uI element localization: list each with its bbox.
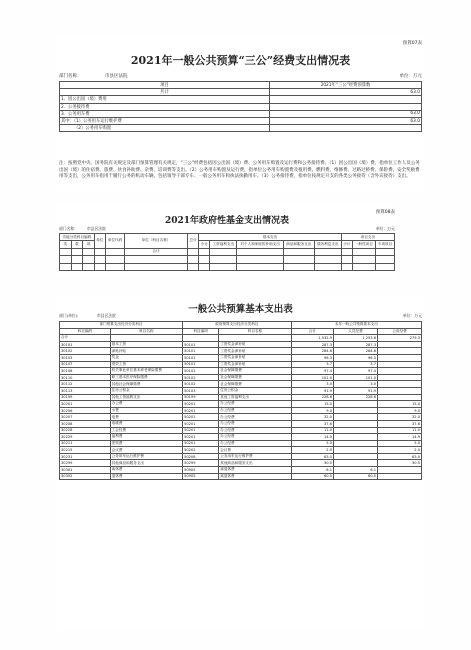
row-dept-name: 其他工资福利支出 (110, 394, 182, 401)
subheader-subsidy: 对个人和家庭的补助支出 (237, 241, 284, 248)
row-dept-name: 水费 (110, 407, 182, 414)
table-title: 2021年政府性基金支出情况表 (164, 216, 290, 226)
row-personnel (333, 460, 377, 467)
row-dept-name: 其他商品和服务支出 (110, 460, 182, 467)
row-total: 97.4 (291, 368, 333, 375)
row-dept-code: 30201 (60, 401, 111, 408)
row-total: 91.9 (291, 387, 333, 394)
row-label: 共计 (60, 89, 270, 96)
table-row (60, 89, 422, 96)
subheader-class: 类 (60, 241, 72, 248)
table-row (60, 460, 422, 467)
row-gov-code: 50102 (183, 368, 219, 375)
row-gov-code: 50103 (183, 387, 219, 394)
table-row (60, 361, 422, 368)
row-gov-code: 50101 (183, 341, 219, 348)
row-gov-code: 50201 (183, 434, 219, 441)
row-label: 3．公务用车费 (60, 110, 270, 117)
row-gov-code: 50201 (183, 420, 219, 427)
subheader-special: 专项项目 (375, 241, 394, 248)
row-dept-name: 取暖费 (110, 420, 182, 427)
row-personnel (333, 414, 377, 421)
table-row (60, 401, 422, 408)
row-gov-name: 工资奖金津补贴 (219, 348, 291, 355)
row-personnel: 287.3 (333, 341, 377, 348)
table-row (60, 473, 422, 480)
row-dept-code: 30228 (60, 427, 111, 434)
row-personnel: 91.9 (333, 387, 377, 394)
row-dept-name: 福利费 (110, 434, 182, 441)
table-row (60, 368, 422, 375)
row-value: 63.0 (269, 110, 421, 117)
row-gov-code: 50201 (183, 401, 219, 408)
row-total: 14.9 (291, 434, 333, 441)
table-number: 预算08表 (375, 210, 395, 215)
row-gov-name: 工资奖金津补贴 (219, 341, 291, 348)
row-gov-name: 办公经费 (219, 407, 291, 414)
row-dept-code: 30199 (60, 394, 111, 401)
subheader-code: 科目编码 (183, 328, 219, 335)
table-row (60, 420, 422, 427)
row-value (269, 103, 421, 110)
row-total: 32.0 (291, 414, 333, 421)
row-personnel: 3.0 (333, 381, 377, 388)
table-row (60, 427, 422, 434)
row-dept-name: 津贴补贴 (110, 348, 182, 355)
row-gov-code: 50201 (183, 407, 219, 414)
row-dept-name: 机关事业单位基本养老保险缴费 (110, 368, 182, 375)
row-dept-name: 绩效工资 (110, 361, 182, 368)
total-sum: 1,532.9 (291, 335, 333, 342)
table-row (60, 103, 422, 110)
row-public: 63.0 (377, 453, 421, 460)
row-gov-name: 工资奖金津补贴 (219, 354, 291, 361)
row-gov-code: 50102 (183, 381, 219, 388)
row-value: 63.0 (269, 117, 421, 124)
row-dept-name: 公务用车运行维护费 (110, 453, 182, 460)
row-dept-code: 30110 (60, 374, 111, 381)
row-dept-name: 离休费 (110, 467, 182, 474)
row-total: 228.6 (291, 394, 333, 401)
row-dept-code: 30215 (60, 447, 111, 454)
row-total: 9.0 (291, 407, 333, 414)
row-public (377, 341, 421, 348)
row-dept-name: 差旅费 (110, 440, 182, 447)
row-personnel: 97.4 (333, 368, 377, 375)
expense-table (59, 81, 422, 132)
row-total: 287.3 (291, 341, 333, 348)
table-row (60, 440, 422, 447)
row-total: 5.0 (291, 440, 333, 447)
table-row (60, 96, 422, 103)
header-gov-class: 政府预算支出经济分类科目 (183, 322, 292, 329)
row-dept-code: 30231 (60, 453, 111, 460)
row-personnel: 6.1 (333, 467, 377, 474)
government-fund-table (57, 205, 397, 277)
table-row (60, 256, 395, 263)
table-header-row (60, 234, 395, 241)
row-personnel (333, 440, 377, 447)
row-dept-name: 电费 (110, 414, 182, 421)
row-dept-name: 工会经费 (110, 427, 182, 434)
row-gov-code: 50905 (183, 467, 219, 474)
row-gov-name: 其他商品和服务支出 (219, 460, 291, 467)
subheader-interest: 债务利息支出 (314, 241, 341, 248)
table-row (60, 447, 422, 454)
row-gov-name: 办公经费 (219, 401, 291, 408)
table-row (60, 125, 422, 132)
subheader-code: 科目编码 (60, 328, 111, 335)
table-subheader-row (60, 328, 422, 335)
row-gov-code: 50199 (183, 394, 219, 401)
row-total: 60.5 (291, 473, 333, 480)
row-personnel: 284.6 (333, 348, 377, 355)
row-gov-name: 公务用车运行维护费 (219, 453, 291, 460)
table-number: 预算07表 (402, 41, 422, 46)
subheader-general: 一般性项目 (352, 241, 375, 248)
subheader-public: 公用经费 (377, 328, 421, 335)
row-gov-name: 会议费 (219, 447, 291, 454)
total-public: 279.3 (377, 335, 421, 342)
department-label: 部门名称： (59, 226, 78, 231)
row-personnel (333, 407, 377, 414)
row-personnel (333, 453, 377, 460)
row-gov-code: 50102 (183, 374, 219, 381)
row-dept-code: 30211 (60, 440, 111, 447)
table-row (60, 354, 422, 361)
table-row (60, 467, 422, 474)
row-dept-code: 30299 (60, 460, 111, 467)
currency-unit: 单位：万元 (403, 313, 422, 318)
department-label: 部门名称： (59, 74, 82, 79)
row-gov-name: 离退休费 (219, 473, 291, 480)
row-total: 284.6 (291, 348, 333, 355)
row-public: 14.9 (377, 434, 421, 441)
row-public: 2.0 (377, 447, 421, 454)
row-personnel: 60.5 (333, 473, 377, 480)
row-dept-code: 30113 (60, 387, 111, 394)
row-gov-name: 社会保障缴费 (219, 374, 291, 381)
row-dept-code: 30102 (60, 348, 111, 355)
subheader-project-subtotal: 小计 (341, 241, 352, 248)
subheader-personnel: 人员经费 (333, 328, 377, 335)
row-public (377, 467, 421, 474)
table-row (60, 453, 422, 460)
row-public (377, 348, 421, 355)
subheader-section: 款 (71, 241, 83, 248)
row-personnel: 101.0 (333, 374, 377, 381)
row-total: 3.0 (291, 381, 333, 388)
row-total: 101.0 (291, 374, 333, 381)
row-gov-code: 50101 (183, 361, 219, 368)
row-personnel (333, 434, 377, 441)
table-row (60, 348, 422, 355)
row-dept-code: 30107 (60, 361, 111, 368)
row-personnel: 228.6 (333, 394, 377, 401)
subheader-item: 项 (83, 241, 95, 248)
row-gov-code: 50101 (183, 348, 219, 355)
row-dept-code: 30229 (60, 434, 111, 441)
row-public (377, 368, 421, 375)
row-dept-code: 30108 (60, 368, 111, 375)
row-gov-name: 办公经费 (219, 414, 291, 421)
row-gov-code: 50202 (183, 447, 219, 454)
fund-table (59, 233, 395, 271)
table-row (60, 374, 422, 381)
row-dept-code: 30302 (60, 473, 111, 480)
header-unit-name: 单位（科目名称） (125, 234, 188, 249)
row-dept-code: 30112 (60, 381, 111, 388)
table-row (60, 387, 422, 394)
row-gov-name: 办公经费 (219, 427, 291, 434)
row-dept-code: 30301 (60, 467, 111, 474)
expenditure-table (59, 321, 422, 480)
row-gov-code: 50299 (183, 460, 219, 467)
total-personnel: 1,253.6 (333, 335, 377, 342)
table-row (60, 407, 422, 414)
row-label: 其中：（1）公务用车运行维护费 (60, 117, 270, 124)
table-row (60, 434, 422, 441)
table-title: 一般公共预算基本支出表 (188, 304, 293, 315)
explanatory-note: 注：按照党中央、国务院有关规定及部门预算管理有关规定，“三公”经费包括因公出国（境）费、公务用车购置及运行费和公务接待费。（1）因公出国（境）费，指单位工作人员公务出国（境）的住宿费、旅费、伙食补助费、杂费、培训费等支出。（2）公务用车购置及运行费，指单位公务用车购置费及租用费、燃料费、维修费、过路过桥费、保险费、安全奖励费用等支出，公务用车指用于履行公务的机动车辆，包括领导干部专车、一般公务用车和执法执勤用车。（3）公务接待费，指单位按规定开支的各类公务接待（含外宾接待）支出。 (59, 161, 420, 179)
row-gov-name: 社会保障缴费 (219, 368, 291, 375)
row-personnel: 3.7 (333, 361, 377, 368)
row-total: 37.6 (291, 420, 333, 427)
header-unit-code: 单位代码 (105, 234, 124, 249)
row-dept-name: 职工基本医疗保险缴费 (110, 374, 182, 381)
header-unit: 单位 (94, 234, 105, 249)
row-gov-name: 社会保障缴费 (219, 381, 291, 388)
department-label: 部门(单位): (59, 313, 79, 318)
row-gov-code: 50101 (183, 354, 219, 361)
header-basic: 基本支出 (199, 234, 342, 241)
row-total: 11.0 (291, 427, 333, 434)
total-label: 合计 (125, 248, 188, 255)
header-function-code: 功能分类科目编码 (60, 234, 95, 241)
row-personnel (333, 427, 377, 434)
row-public (377, 387, 421, 394)
table-row (60, 110, 422, 117)
row-gov-name: 办公经费 (219, 420, 291, 427)
table-header-row (60, 82, 422, 89)
subheader-name: 科目名称 (219, 328, 291, 335)
row-public (377, 374, 421, 381)
table-row (60, 394, 422, 401)
header-project: 项目支出 (341, 234, 394, 241)
subheader-goods: 商品和服务支出 (283, 241, 314, 248)
three-public-expenses-table (57, 36, 424, 192)
table-row (60, 248, 395, 255)
row-public (377, 394, 421, 401)
row-public (377, 354, 421, 361)
row-total: 15.0 (291, 401, 333, 408)
row-gov-code: 50208 (183, 453, 219, 460)
row-public: 5.0 (377, 440, 421, 447)
row-gov-name: 住房公积金 (219, 387, 291, 394)
row-public: 30.0 (377, 460, 421, 467)
row-label: 2．公务接待费 (60, 103, 270, 110)
table-header-row (60, 322, 422, 329)
row-dept-code: 30208 (60, 420, 111, 427)
table-title: 2021年一般公共预算“三公”经费支出情况表 (130, 54, 351, 67)
row-dept-name: 其他社会保障缴费 (110, 381, 182, 388)
row-personnel: 96.3 (333, 354, 377, 361)
row-total: 63.0 (291, 453, 333, 460)
subheader-name: 科目名称 (110, 328, 182, 335)
row-gov-name: 办公经费 (219, 434, 291, 441)
header-dept-class: 部门预算支出经济分类科目 (60, 322, 183, 329)
row-dept-name: 基本工资 (110, 341, 182, 348)
row-public: 9.0 (377, 407, 421, 414)
subheader-subtotal: 小计 (199, 241, 210, 248)
row-dept-name: 办公费 (110, 401, 182, 408)
row-value: 63.0 (269, 89, 421, 96)
row-public: 11.0 (377, 427, 421, 434)
row-value (269, 96, 421, 103)
row-public (377, 381, 421, 388)
row-gov-name: 其他工资福利支出 (219, 394, 291, 401)
row-gov-code: 50905 (183, 473, 219, 480)
row-total: 2.0 (291, 447, 333, 454)
row-gov-code: 50201 (183, 427, 219, 434)
row-dept-name: 会议费 (110, 447, 182, 454)
currency-unit: 单位：万元 (399, 74, 422, 79)
row-public (377, 473, 421, 480)
row-dept-code: 30206 (60, 407, 111, 414)
row-public (377, 361, 421, 368)
table-row (60, 263, 395, 270)
row-personnel (333, 447, 377, 454)
row-gov-code: 50201 (183, 414, 219, 421)
header-total: 总计 (188, 234, 199, 249)
subheader-total: 合计 (291, 328, 333, 335)
row-public: 15.0 (377, 401, 421, 408)
row-value (269, 125, 421, 132)
row-dept-name: 退休费 (110, 473, 182, 480)
row-dept-code: 30101 (60, 341, 111, 348)
row-gov-name: 工资奖金津补贴 (219, 361, 291, 368)
row-public: 32.0 (377, 414, 421, 421)
row-total: 3.7 (291, 361, 333, 368)
row-public: 37.6 (377, 420, 421, 427)
total-label: 合计 (60, 335, 111, 342)
row-gov-name: 离退休费 (219, 467, 291, 474)
total-row (60, 335, 422, 342)
header-item: 项目 (60, 82, 270, 89)
row-label: （2）公务用车购置 (60, 125, 270, 132)
department-name: 市县区法院 (87, 226, 106, 231)
row-total: 6.1 (291, 467, 333, 474)
department-name: 市县区法院 (97, 313, 116, 318)
row-gov-name: 办公经费 (219, 440, 291, 447)
row-dept-code: 30207 (60, 414, 111, 421)
row-dept-code: 30103 (60, 354, 111, 361)
row-dept-name: 奖金 (110, 354, 182, 361)
table-row (60, 341, 422, 348)
row-gov-code: 50201 (183, 440, 219, 447)
subheader-wages: 工资福利支出 (210, 241, 237, 248)
table-row (60, 117, 422, 124)
currency-unit: 单位：万元 (376, 226, 395, 231)
header-budget: 本年一般公共预算基本支出 (291, 322, 421, 329)
row-personnel (333, 401, 377, 408)
header-value: 2021年“三公”经费预算数 (269, 82, 421, 89)
basic-expenditure-table (57, 295, 424, 630)
row-total: 96.3 (291, 354, 333, 361)
row-label: 1．因公出国（境）费用 (60, 96, 270, 103)
table-row (60, 381, 422, 388)
row-personnel (333, 420, 377, 427)
row-total: 30.0 (291, 460, 333, 467)
department-name: 市县区法院 (105, 74, 128, 79)
table-row (60, 414, 422, 421)
row-dept-name: 住房公积金 (110, 387, 182, 394)
